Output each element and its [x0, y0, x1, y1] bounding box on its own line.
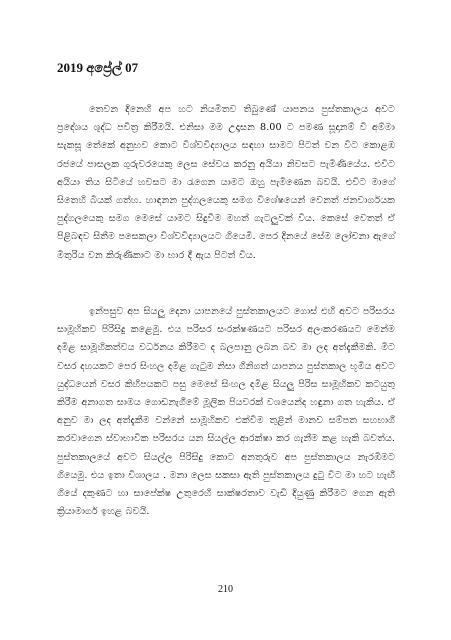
entry-date-heading: 2019 අප්‍රේල් 07 [57, 60, 139, 75]
paragraph-first: තෙවන දිනෙහි අප හට නියමිතව තිබුණේ යාපනය පුස්තකාලය අවට ප්‍රදේශය ශුද්ධ පවිත්‍ර කිරීමයි. එනිසා මම උදෑසන 8.00 ට පමණ සූදානම් වී අම්මා සැකසූ තේකේ අනුභව කොට විශ්වවිද්‍යාලය සඳහා සාමට පිටත් වන විට කොළඹ රජයේ පාසලක ගුරුවරයෙකු ලෙස සේවය කරනු අයියා නිවසට පැමිණියේය. එවිට අයියා තිය සිටියේ හවසට මා රැගෙන යාමට ඔහු පැමිණෙන බවයි. එවිට මාගේ සිතෙහි බියක් ගත්හ. හාඳනන පුද්ගලයෙකු සමග විශේෂයෙන් වෙනත් ජනවාර්ගයක පුද්ගලයෙකු සමග මෙසේ යාමට සිදුවීම මහත් ගැටලුවක් විය. කෙසේ වෙතත් ඒ පිළිබඳව සිතීම පසෙකලා විශ්වවිද්‍යාලයට ගියෙමි. පෙර දිනයේ සේම ලෝචනා ඇගේ මිතුරිය වන කිරුණිකාට මා භාර දී ඇය පිටත් විය. [57, 104, 395, 261]
page-number: 210 [218, 584, 233, 595]
paragraph-second: ඉන්පසුව අප සියලු දෙනා යාපනයේ පුස්තකාලයට ගොස් එහි අවට පරිසරය සාමූහිකව පිරිසිදු කළෙමු. එය පරිසර සංරක්ෂණයට පරිසර අලංකරණයට මෙන්ම දමිළ සාමූහිකත්වය වර්ධනය කිරීමට ද බලපානු ලබන බව මා ලද අත්දැකීමකි. මීට වසර දහයකට පෙර සිංහල දමිළ ගැටුම නිසා ගිනිගත් යාපනය පුස්තකාල භූමිය අවට යුද්ධයෙන් වසර කිහිපයකට පසු මෙසේ සිංහල දමිළ සියලු පිරිස සාමූහිකව කටයුතු කිරීම අනාගත සාමය ගොඩනැගීමේ මූලික පියවරක් වශයෙන්ද හඳුනා ගත හැකිය. ඒ අනුව මා ලද අත්දැකීම වන්නේ සාමූහිකව එක්වීම තුළින් මානව සම්පත සහභාගී කරවාගෙන ස්වාභාවික පරිසරය යන සියල්ල ආරක්ෂා කර ගැනීම කළ හැකි බවත්ය. පුස්තකාලයේ අවට සියල්ල පිරිසිදු කොට අනතුරුව අප පුස්තකාලය නැරඹීමට ගියෙමු. එය ඉතා විශාලය . මනා ලෙස සකසා ඇති පුස්තකාලය දුටු විට මා හට හැඟී ගියේ දකුණට හා සාපේක්ෂ උතුරෙහි සාක්ෂරතාව වැඩි දියුණු කිරීමට ගෙන ඇති ක්‍රියාමාර්ග ඉහළ බවයි. [57, 306, 395, 518]
